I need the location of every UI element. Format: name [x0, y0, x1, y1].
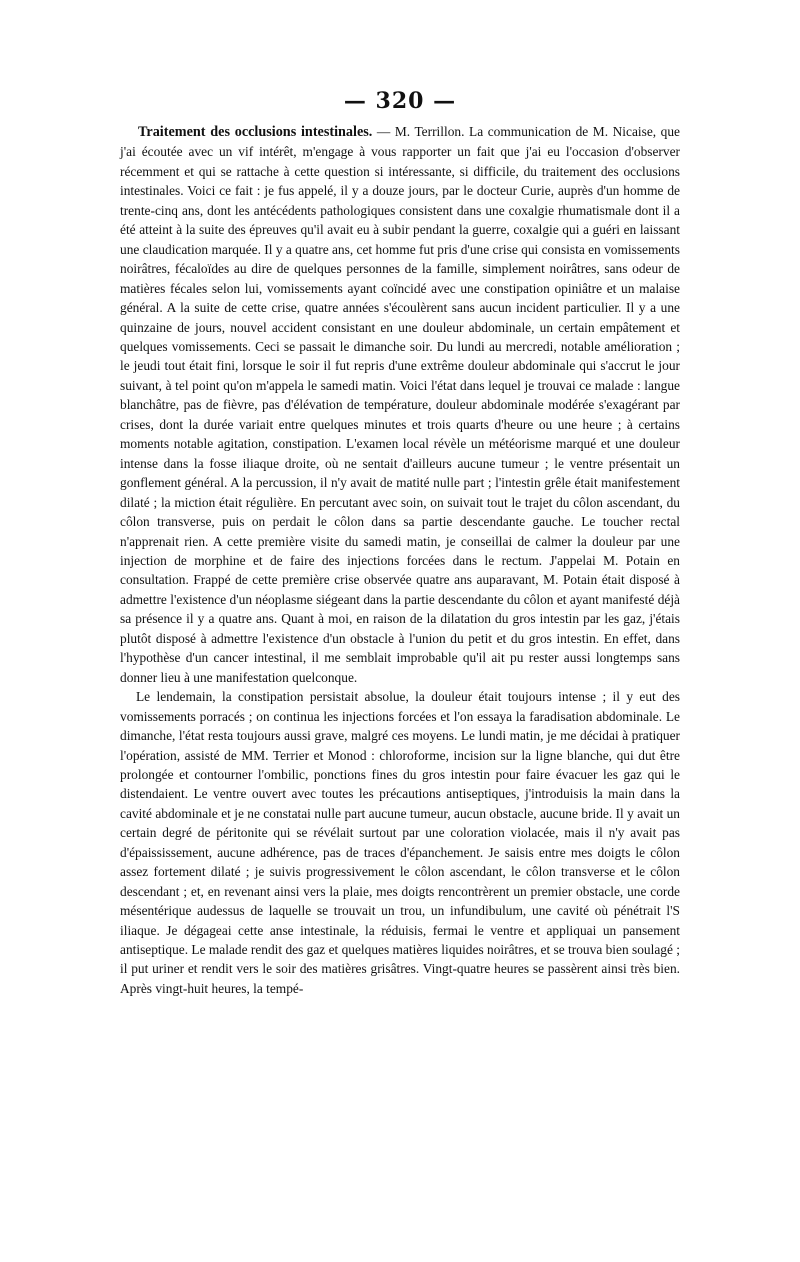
paragraph-1 [120, 122, 680, 687]
paragraph-2: Le lendemain, la constipation persistait absolue, la douleur était toujours intense ; il y eut des vomissements porracés ; on continua les injections forcées et l'on essaya la faradisation abdominale. Le dimanche, l'état resta toujours aussi grave, malgré ces moyens. Le lundi matin, je me décidai à pratiquer l'opération, assisté de MM. Terrier et Monod : chloroforme, incision sur la ligne blanche, qui dut être prolongée et contourner l'ombilic, ponctions fines du gros intestin pour faire évacuer les gaz qui le distendaient. Le ventre ouvert avec toutes les précautions antiseptiques, j'introduisis la main dans la cavité abdominale et je ne constatai nulle part aucune tumeur, aucun obstacle, aucune bride. Il y avait un certain degré de péritonite qui se révélait surtout par une coloration violacée, mais il n'y avait pas d'épaississement, aucune adhérence, pas de traces d'épanchement. Je saisis entre mes doigts le côlon assez fortement dilaté ; je suivis progressivement le côlon ascendant, le côlon transverse et le côlon descendant ; et, en revenant ainsi vers la plaie, mes doigts rencontrèrent un premier obstacle, une corde mésentérique audessus de laquelle se trouvait un trou, un infundibulum, une cavité où pénétrait l'S iliaque. Je dégageai cette anse intestinale, la réduisis, fermai le ventre et appliquai un pansement antiseptique. Le malade rendit des gaz et quelques matières liquides noirâtres, et se trouva bien soulagé ; il put uriner et rendit vers le soir des matières grisâtres. Vingt-quatre heures se passèrent ainsi très bien. Après vingt-huit heures, la tempé- [120, 689, 680, 996]
page-number: — 320 — [343, 88, 457, 114]
speaker-attribution: — M. Terrillon. [376, 124, 465, 139]
article-heading: Traitement des occlusions intestinales. [138, 124, 373, 140]
article-body [120, 122, 680, 998]
paragraph-1-text: La communication de M. Nicaise, que j'ai écoutée avec un vif intérêt, m'engage à vous rapporter un fait que j'ai eu l'occasion d'observer récemment et qui se rattache à cette question si intéressante, si difficile, du traitement des occlusions intestinales. Voici ce fait : je fus appelé, il y a douze jours, par le docteur Curie, auprès d'un homme de trente-cinq ans, dont les antécédents pathologiques consistent dans une coxalgie rhumatismale dont il a été atteint à la suite des épreuves qu'il avait eu à subir pendant la guerre, coxalgie qui a guéri en laissant une claudication marquée. Il y a quatre ans, cet homme fut pris d'une crise qui consista en vomissements noirâtres, fécaloïdes au dire de quelques personnes de la famille, simplement noirâtres, sans odeur de matières fécales selon lui, vomissements ayant coïncidé avec une constipation opiniâtre et un malaise général. A la suite de cette crise, quatre années s'écoulèrent sans aucun incident particulier. Il y a une quinzaine de jours, nouvel accident consistant en une douleur abdominale, un certain empâtement et quelques vomissements. Ceci se passait le dimanche soir. Du lundi au mercredi, notable amélioration ; le jeudi tout était fini, lorsque le soir il fut repris d'une extrême douleur abdominale qui s'accrut le jour suivant, à tel point qu'on m'appela le samedi matin. Voici l'état dans lequel je trouvai ce malade : langue blanchâtre, pas de fièvre, pas d'élévation de température, douleur abdominale modérée s'exagérant par crises, dont la durée variait entre quelques minutes et trois quarts d'heure ou une heure ; à certains moments notable agitation, constipation. L'examen local révèle un météorisme marqué et une douleur intense dans la fosse iliaque droite, où ne sentait d'ailleurs aucune tumeur ; le ventre présentait un gonflement général. A la percussion, il n'y avait de matité nulle part ; l'intestin grêle était manifestement dilaté ; la miction était régulière. En percutant avec soin, on suivait tout le trajet du côlon ascendant, du côlon transverse, puis on perdait le côlon dans sa partie descendante gauche. Le toucher rectal n'apprenait rien. A cette première visite du samedi matin, je conseillai de calmer la douleur par une injection de morphine et de faire des injections forcées dans le rectum. J'appelai M. Potain en consultation. Frappé de cette première crise observée quatre ans auparavant, M. Potain était disposé à admettre l'existence d'un néoplasme siégeant dans la partie descendante du côlon et ayant manifesté déjà sa présence il y a quatre ans. Quant à moi, en raison de la dilatation du gros intestin par les gaz, j'étais plutôt disposé à admettre l'existence d'un obstacle à l'union du petit et du gros intestin. En effet, dans l'hypothèse d'un cancer intestinal, il me semblait improbable qu'il ait pu rester aussi longtemps sans donner lieu à une manifestation quelconque. [120, 124, 681, 685]
